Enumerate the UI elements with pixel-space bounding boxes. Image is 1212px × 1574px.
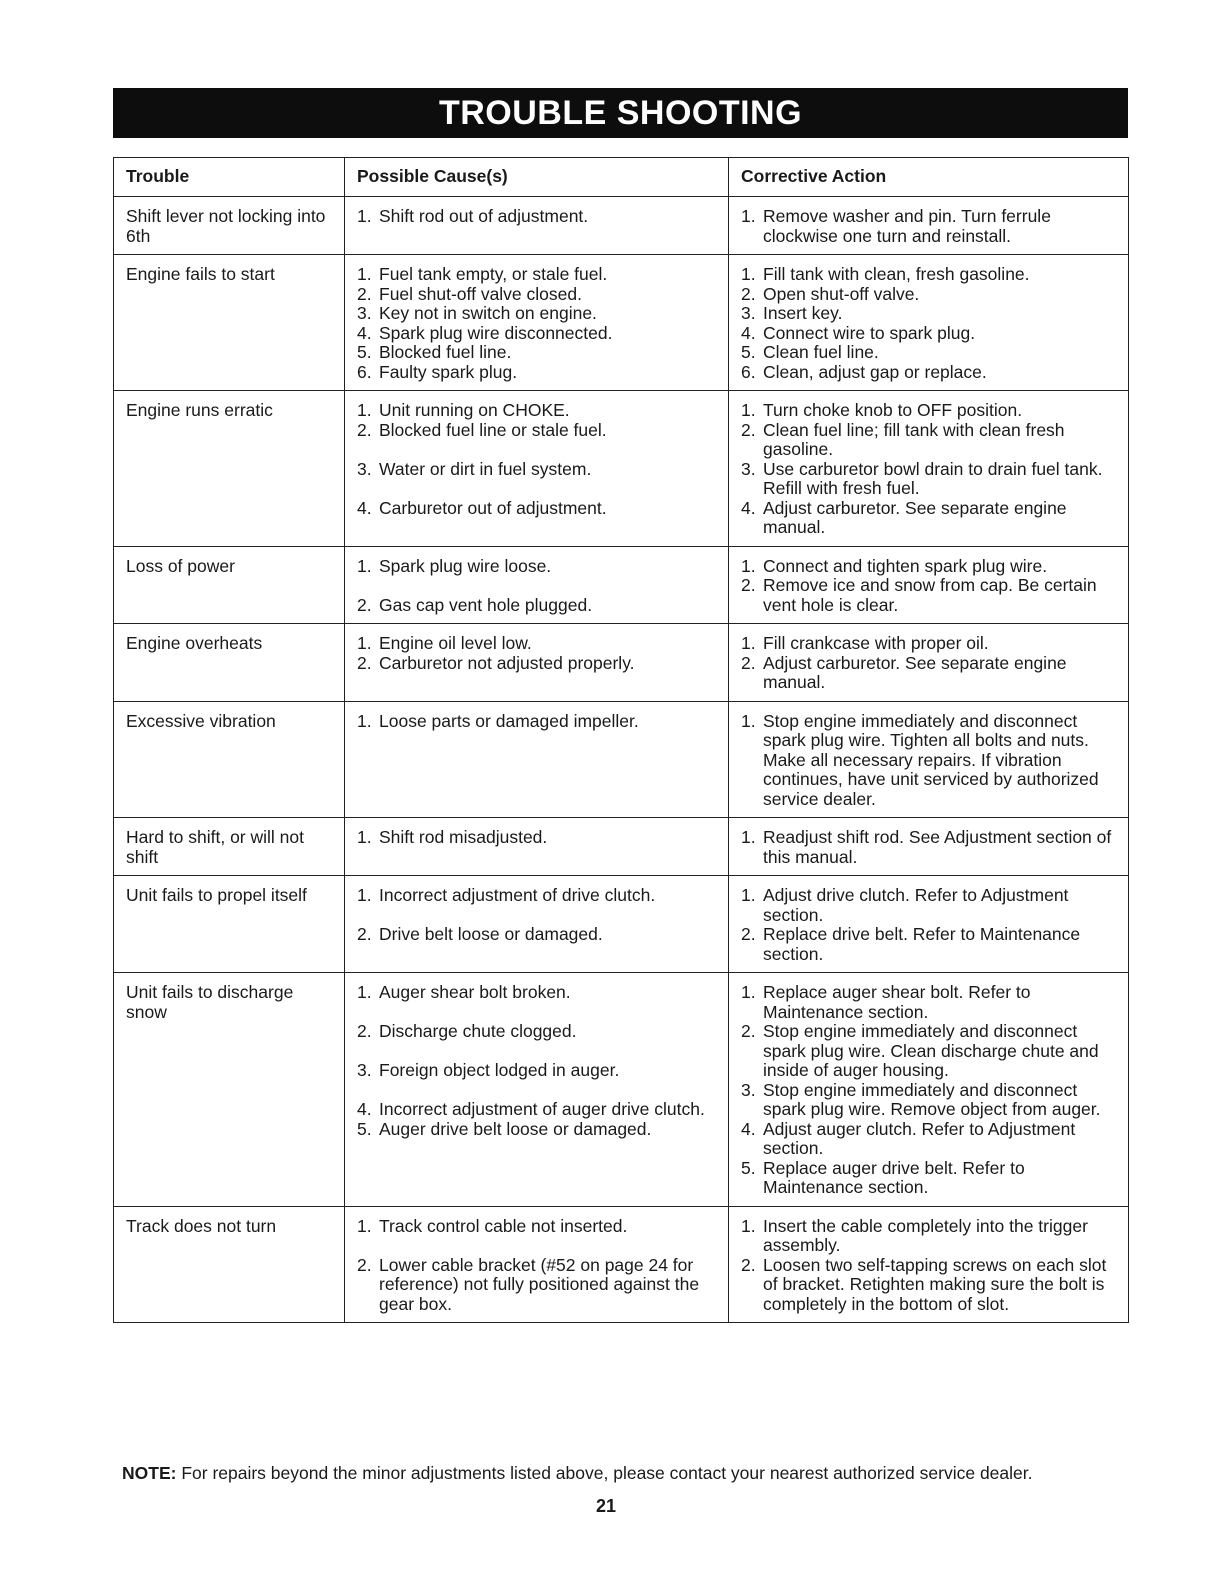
cause-item [357,460,716,480]
item-text: Use carburetor bowl drain to drain fuel tank. Refill with fresh fuel. [763,458,1103,498]
item-number: 3. [357,303,372,323]
item-text: Connect and tighten spark plug wire. [763,555,1048,576]
table-row [114,197,1129,255]
trouble-cell: Engine fails to start [114,255,345,391]
action-item [741,1081,1116,1120]
note-label: NOTE: [122,1463,177,1483]
item-number: 4. [741,1118,756,1139]
action-item [741,925,1116,964]
cause-cell [345,973,729,1207]
item-text: Replace drive belt. Refer to Maintenance section. [763,924,1081,964]
item-text: Faulty spark plug. [379,361,518,382]
cause-cell [345,876,729,973]
action-cell [729,255,1129,391]
cause-item [357,1022,716,1042]
table-row [114,701,1129,818]
item-text: Carburetor out of adjustment. [379,497,607,518]
action-item [741,1217,1116,1256]
item-text: Shift rod misadjusted. [379,827,548,847]
trouble-cell: Excessive vibration [114,701,345,818]
action-cell [729,876,1129,973]
item-text: Blocked fuel line or stale fuel. [379,419,607,440]
item-number: 1. [741,885,756,905]
header-possible-causes: Possible Cause(s) [345,158,729,197]
item-text: Fuel shut-off valve closed. [379,283,582,304]
item-number: 4. [357,1099,372,1119]
action-cell [729,1206,1129,1323]
item-text: Replace auger drive belt. Refer to Maintenance section. [763,1157,1025,1197]
cause-item [357,343,716,363]
item-number: 1. [357,206,372,226]
action-item [741,401,1116,421]
item-number: 2. [357,1021,372,1041]
table-row [114,255,1129,391]
item-number: 2. [357,283,372,304]
troubleshooting-table [113,157,1129,1323]
cause-item [357,401,716,421]
item-number: 1. [357,1215,372,1236]
page-title: TROUBLE SHOOTING [113,88,1128,138]
header-corrective-action: Corrective Action [729,158,1129,197]
action-item [741,576,1116,615]
action-item [741,304,1116,324]
action-item [741,654,1116,693]
cause-item [357,1217,716,1237]
item-text: Replace auger shear bolt. Refer to Maintenance section. [763,982,1031,1022]
item-text: Insert key. [763,303,843,323]
item-text: Fuel tank empty, or stale fuel. [379,264,608,284]
item-number: 2. [741,419,756,440]
action-item [741,828,1116,867]
item-text: Blocked fuel line. [379,342,512,362]
action-cell [729,624,1129,702]
action-item [741,343,1116,363]
item-number: 2. [357,594,372,615]
item-number: 1. [357,264,372,284]
item-text: Clean fuel line. [763,342,879,362]
item-text: Lower cable bracket (#52 on page 24 for reference) not fully positioned against the gear box. [379,1254,700,1314]
table-row [114,391,1129,547]
action-item [741,712,1116,810]
note [122,1462,1142,1484]
item-number: 1. [357,827,372,847]
header-trouble: Trouble [114,158,345,197]
table-header-row [114,158,1129,197]
item-number: 1. [741,206,756,226]
item-number: 2. [741,283,756,304]
item-number: 2. [357,419,372,440]
action-item [741,285,1116,305]
action-item [741,363,1116,383]
item-text: Stop engine immediately and disconnect spark plug wire. Tighten all bolts and nuts. Make all necessary repairs. If vibration continues, have unit serviced by authorized service dealer. [763,710,1099,809]
trouble-cell: Unit fails to discharge snow [114,973,345,1207]
item-number: 1. [741,555,756,576]
action-cell [729,818,1129,876]
item-number: 1. [357,400,372,420]
item-number: 5. [741,342,756,362]
item-text: Drive belt loose or damaged. [379,924,603,944]
note-text: For repairs beyond the minor adjustments listed above, please contact your nearest authorized service dealer. [181,1463,1033,1483]
action-item [741,499,1116,538]
action-item [741,460,1116,499]
cause-item [357,1100,716,1120]
cause-cell [345,255,729,391]
trouble-cell: Loss of power [114,546,345,624]
item-text: Spark plug wire disconnected. [379,322,613,343]
item-number: 5. [357,1118,372,1139]
item-number: 1. [357,633,372,653]
cause-item [357,324,716,344]
item-number: 2. [357,652,372,673]
item-text: Key not in switch on engine. [379,303,597,323]
trouble-cell: Unit fails to propel itself [114,876,345,973]
cause-item [357,1061,716,1081]
action-item [741,1120,1116,1159]
item-text: Incorrect adjustment of drive clutch. [379,885,656,905]
action-item [741,421,1116,460]
item-text: Carburetor not adjusted properly. [379,652,635,673]
cause-item [357,285,716,305]
item-number: 3. [741,458,756,479]
item-text: Remove washer and pin. Turn ferrule clockwise one turn and reinstall. [763,206,1051,246]
table-row [114,973,1129,1207]
item-text: Adjust carburetor. See separate engine manual. [763,652,1067,692]
item-number: 1. [357,555,372,576]
item-text: Fill tank with clean, fresh gasoline. [763,264,1030,284]
page-number: 21 [595,1496,617,1516]
cause-cell [345,818,729,876]
item-number: 2. [741,1021,756,1041]
item-number: 4. [741,497,756,518]
trouble-cell: Engine overheats [114,624,345,702]
cause-item [357,654,716,674]
item-text: Gas cap vent hole plugged. [379,594,593,615]
cause-item [357,499,716,519]
item-text: Connect wire to spark plug. [763,322,976,343]
item-text: Turn choke knob to OFF position. [763,400,1023,420]
item-number: 4. [741,322,756,343]
item-number: 3. [357,458,372,479]
item-text: Adjust drive clutch. Refer to Adjustment section. [763,885,1069,925]
trouble-cell: Track does not turn [114,1206,345,1323]
action-item [741,557,1116,577]
item-number: 1. [741,264,756,284]
item-number: 3. [741,1079,756,1100]
cause-cell [345,701,729,818]
item-text: Auger shear bolt broken. [379,982,571,1002]
item-number: 2. [357,1254,372,1275]
cause-item [357,363,716,383]
item-text: Track control cable not inserted. [379,1215,628,1236]
cause-item [357,265,716,285]
action-cell [729,391,1129,547]
table-row [114,876,1129,973]
item-number: 1. [357,885,372,905]
item-number: 6. [741,361,756,382]
cause-item [357,557,716,577]
item-number: 3. [357,1060,372,1080]
trouble-cell: Shift lever not locking into 6th [114,197,345,255]
cause-item [357,207,716,227]
action-cell [729,701,1129,818]
item-text: Engine oil level low. [379,633,532,653]
action-item [741,207,1116,246]
item-number: 1. [357,982,372,1002]
item-text: Spark plug wire loose. [379,555,552,576]
cause-item [357,596,716,616]
item-number: 1. [741,982,756,1002]
action-item [741,634,1116,654]
cause-item [357,925,716,945]
action-item [741,1022,1116,1081]
cause-item [357,1120,716,1140]
cause-cell [345,1206,729,1323]
table-row [114,624,1129,702]
action-item [741,1159,1116,1198]
cause-item [357,304,716,324]
item-number: 4. [357,322,372,343]
item-number: 4. [357,497,372,518]
item-text: Fill crankcase with proper oil. [763,633,989,653]
item-text: Foreign object lodged in auger. [379,1060,620,1080]
table-row [114,1206,1129,1323]
cause-item [357,712,716,732]
item-text: Loose parts or damaged impeller. [379,710,639,731]
item-text: Clean fuel line; fill tank with clean fresh gasoline. [763,419,1065,459]
item-number: 1. [741,1215,756,1236]
item-number: 5. [741,1157,756,1178]
table-row [114,818,1129,876]
item-number: 1. [741,710,756,731]
cause-item [357,634,716,654]
item-number: 1. [741,633,756,653]
item-text: Loosen two self-tapping screws on each slot of bracket. Retighten making sure the bolt is completely in the bottom of slot. [763,1254,1107,1314]
action-item [741,983,1116,1022]
item-text: Adjust carburetor. See separate engine manual. [763,497,1067,537]
item-number: 6. [357,361,372,382]
action-cell [729,546,1129,624]
cause-item [357,421,716,441]
item-text: Unit running on CHOKE. [379,400,570,420]
item-text: Discharge chute clogged. [379,1021,577,1041]
item-number: 2. [741,924,756,944]
item-text: Stop engine immediately and disconnect spark plug wire. Remove object from auger. [763,1079,1101,1119]
cause-item [357,828,716,848]
table-row [114,546,1129,624]
cause-cell [345,391,729,547]
cause-cell [345,197,729,255]
item-text: Remove ice and snow from cap. Be certain vent hole is clear. [763,575,1097,615]
trouble-cell: Hard to shift, or will not shift [114,818,345,876]
item-text: Adjust auger clutch. Refer to Adjustment section. [763,1118,1076,1158]
table-body [114,197,1129,1323]
cause-item [357,886,716,906]
item-text: Stop engine immediately and disconnect spark plug wire. Clean discharge chute and inside of auger housing. [763,1021,1099,1080]
item-number: 1. [741,400,756,420]
cause-cell [345,624,729,702]
item-text: Insert the cable completely into the trigger assembly. [763,1215,1088,1255]
item-text: Water or dirt in fuel system. [379,458,592,479]
item-text: Clean, adjust gap or replace. [763,361,987,382]
action-item [741,886,1116,925]
item-number: 5. [357,342,372,362]
item-text: Readjust shift rod. See Adjustment section of this manual. [763,827,1112,867]
action-cell [729,197,1129,255]
action-cell [729,973,1129,1207]
item-text: Shift rod out of adjustment. [379,206,589,226]
item-text: Incorrect adjustment of auger drive clutch. [379,1099,705,1119]
item-text: Auger drive belt loose or damaged. [379,1118,652,1139]
action-item [741,1256,1116,1315]
item-number: 2. [741,1254,756,1275]
item-number: 1. [357,710,372,731]
cause-cell [345,546,729,624]
item-text: Open shut-off valve. [763,283,920,304]
item-number: 1. [741,827,756,847]
action-item [741,324,1116,344]
cause-item [357,1256,716,1315]
item-number: 2. [741,652,756,673]
cause-item [357,983,716,1003]
action-item [741,265,1116,285]
trouble-cell: Engine runs erratic [114,391,345,547]
item-number: 2. [741,575,756,595]
item-number: 3. [741,303,756,323]
item-number: 2. [357,924,372,944]
